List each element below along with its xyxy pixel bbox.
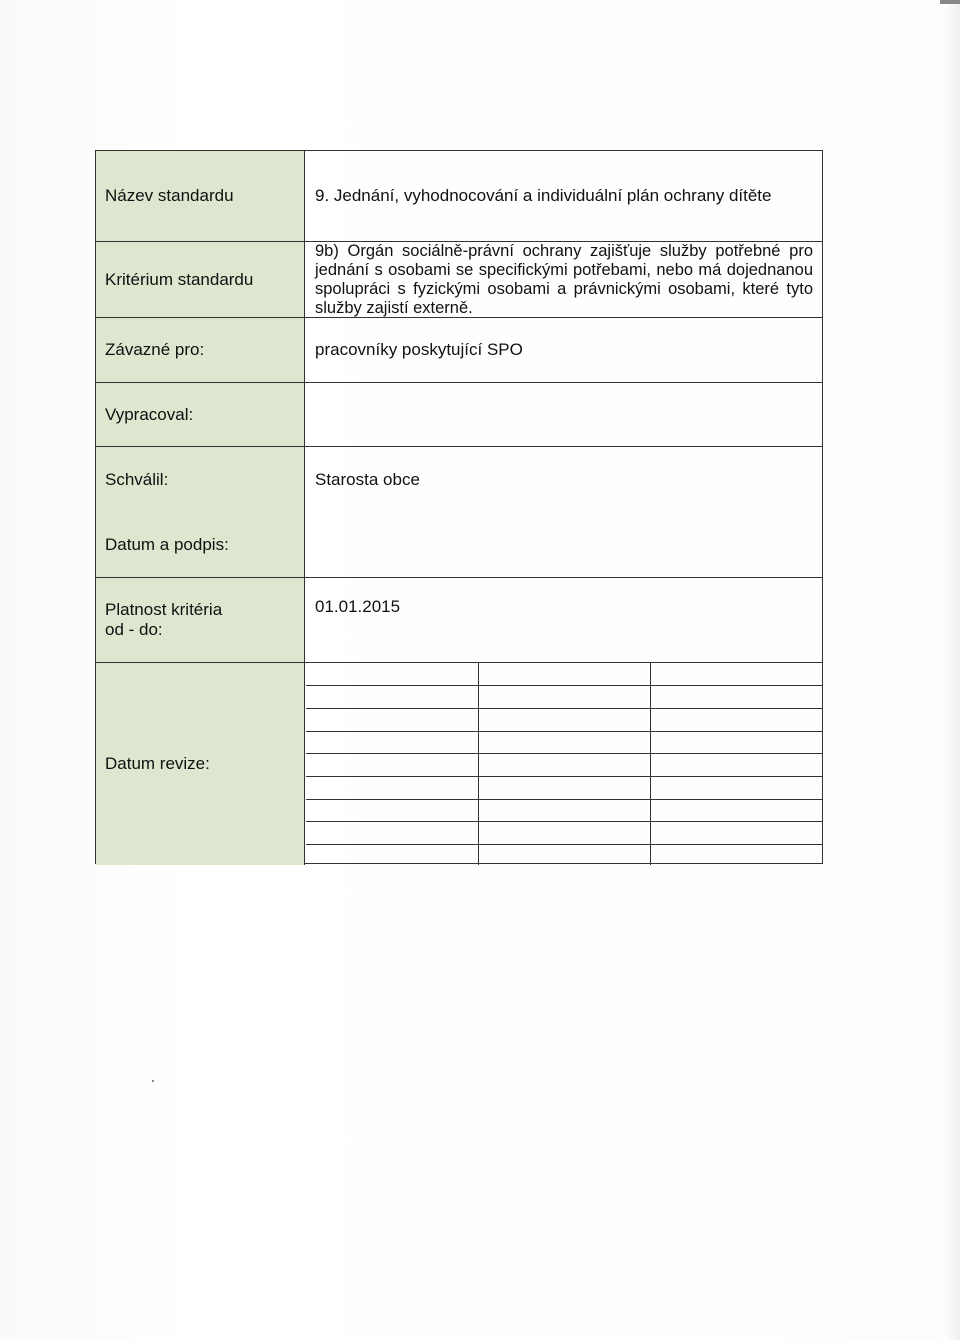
- row-standard-name: [96, 151, 822, 241]
- label-approved-by: Schválil:: [105, 469, 169, 489]
- revision-grid-hline: [306, 799, 822, 800]
- revision-grid-hline: [306, 844, 822, 845]
- value-prepared-by: [305, 383, 822, 446]
- label-validity-line2: od - do:: [105, 620, 163, 639]
- label-date-signature: Datum a podpis:: [105, 534, 229, 554]
- value-approved-by: Starosta obce: [315, 469, 420, 489]
- row-binding-for: [96, 318, 822, 382]
- revision-grid-hline: [306, 731, 822, 732]
- value-approval-group: [305, 447, 822, 577]
- label-binding-for: Závazné pro:: [96, 318, 305, 382]
- value-criterion: 9b) Orgán sociálně-právní ochrany zajišťuje služby potřebné pro jednání s osobami se specifickými potřebami, nebo má dojednanou spolupráci s fyzickými osobami a právnickými osobami, které tyto služby zajistí externě.: [315, 242, 813, 317]
- value-validity: 01.01.2015: [315, 597, 401, 616]
- revision-grid-vline: [478, 663, 479, 865]
- page-edge-shadow: [942, 0, 960, 1340]
- label-revision-date: Datum revize:: [96, 663, 305, 865]
- standard-form-table: [95, 150, 823, 864]
- scan-corner-mark: [940, 0, 960, 4]
- revision-grid: [306, 663, 822, 865]
- revision-grid-hline: [306, 708, 822, 709]
- value-binding-for: pracovníky poskytující SPO: [315, 340, 523, 359]
- label-criterion: Kritérium standardu: [96, 242, 305, 317]
- label-prepared-by: Vypracoval:: [96, 383, 305, 446]
- label-approval-group: [96, 447, 305, 577]
- row-criterion: [96, 242, 822, 317]
- row-validity: [96, 578, 822, 662]
- revision-grid-hline: [306, 776, 822, 777]
- revision-grid-vline: [650, 663, 651, 865]
- label-standard-name: Název standardu: [96, 151, 305, 241]
- row-prepared-by: [96, 383, 822, 446]
- revision-grid-hline: [306, 753, 822, 754]
- row-approved-by: [96, 447, 822, 577]
- value-standard-name: 9. Jednání, vyhodnocování a individuální plán ochrany dítěte: [315, 186, 772, 205]
- scan-speck: [152, 1080, 154, 1082]
- label-validity-line1: Platnost kritéria: [105, 600, 223, 619]
- revision-grid-hline: [306, 821, 822, 822]
- label-validity: [96, 578, 305, 662]
- revision-grid-hline: [306, 685, 822, 686]
